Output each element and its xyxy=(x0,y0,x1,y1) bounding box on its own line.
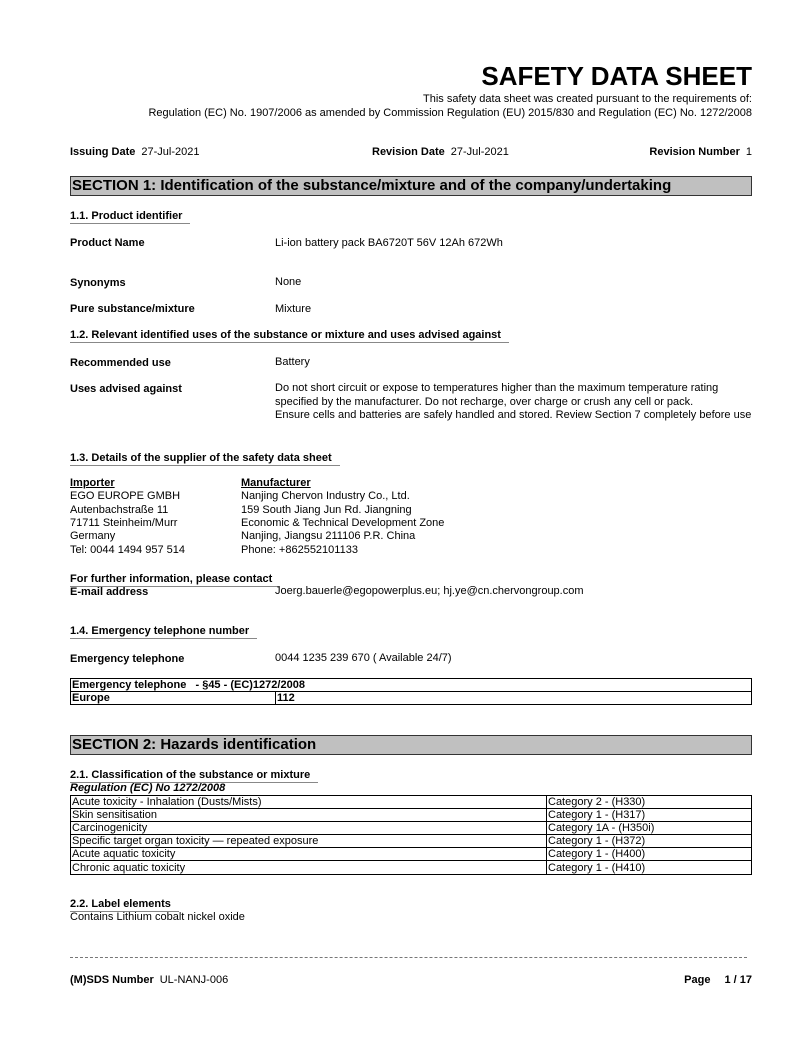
recommended-use-value: Battery xyxy=(275,356,310,368)
category-cell: Category 1 - (H400) xyxy=(547,848,752,861)
table-row xyxy=(71,809,752,822)
importer-line: EGO EUROPE GMBH xyxy=(70,490,181,503)
product-name-label: Product Name xyxy=(70,237,145,249)
classification-table xyxy=(70,795,752,875)
hazard-cell: Acute aquatic toxicity xyxy=(71,848,547,861)
page-label: Page xyxy=(684,974,711,986)
issuing-date xyxy=(70,145,200,159)
subsection-1-2-heading: 1.2. Relevant identified uses of the substance or mixture and uses advised against xyxy=(70,328,509,343)
pure-substance-value: Mixture xyxy=(275,303,312,315)
revision-number xyxy=(649,145,752,159)
table-row xyxy=(71,822,752,835)
issuing-date-label: Issuing Date xyxy=(70,146,136,158)
category-cell: Category 1 - (H317) xyxy=(547,809,752,822)
emergency-telephone-table xyxy=(70,678,752,705)
importer-line: 71711 Steinheim/Murr xyxy=(70,516,178,529)
document-title: SAFETY DATA SHEET xyxy=(481,61,752,91)
subsection-1-4-heading: 1.4. Emergency telephone number xyxy=(70,624,257,639)
table-row xyxy=(71,848,752,861)
revision-number-value: 1 xyxy=(745,146,752,158)
category-cell: Category 1A - (H350i) xyxy=(547,822,752,835)
sds-number-label: (M)SDS Number xyxy=(70,974,154,986)
emergency-telephone-value: 0044 1235 239 670 ( Available 24/7) xyxy=(275,652,452,664)
subsection-2-2-heading: 2.2. Label elements xyxy=(70,897,179,912)
synonyms-label: Synonyms xyxy=(70,277,126,289)
subsection-2-1-heading: 2.1. Classification of the substance or mixture xyxy=(70,768,318,783)
page-value: 1 / 17 xyxy=(724,974,752,986)
sds-number xyxy=(70,974,228,986)
manufacturer-line: Economic & Technical Development Zone xyxy=(241,516,445,529)
section-1-header: SECTION 1: Identification of the substance/mixture and of the company/undertaking xyxy=(70,176,752,196)
manufacturer-line: Nanjing, Jiangsu 211106 P.R. China xyxy=(241,530,416,543)
table-row xyxy=(71,861,752,875)
issuing-date-value: 27-Jul-2021 xyxy=(141,146,200,158)
hazard-cell: Specific target organ toxicity — repeated exposure xyxy=(71,835,547,848)
uses-advised-against-label: Uses advised against xyxy=(70,383,182,395)
hazard-cell: Acute toxicity - Inhalation (Dusts/Mists) xyxy=(71,796,547,809)
recommended-use-label: Recommended use xyxy=(70,357,171,369)
subsection-1-1-heading: 1.1. Product identifier xyxy=(70,209,190,224)
pure-substance-label: Pure substance/mixture xyxy=(70,303,195,315)
revision-date xyxy=(372,145,509,159)
manufacturer-address xyxy=(241,477,444,558)
table-row xyxy=(71,692,752,705)
table-header-row xyxy=(71,679,752,692)
section-2-header: SECTION 2: Hazards identification xyxy=(70,735,752,755)
importer-address xyxy=(70,477,185,558)
hazard-cell: Carcinogenicity xyxy=(71,822,547,835)
sds-number-value: UL-NANJ-006 xyxy=(159,974,229,986)
region-cell: Europe xyxy=(71,692,276,705)
importer-header: Importer xyxy=(70,477,115,489)
number-cell: 112 xyxy=(276,692,752,705)
table-row xyxy=(71,835,752,848)
email-value[interactable]: Joerg.bauerle@egopowerplus.eu; hj.ye@cn.chervongroup.com xyxy=(275,585,584,597)
regulation-label: Regulation (EC) No 1272/2008 xyxy=(70,782,226,794)
manufacturer-line: Phone: +862552101133 xyxy=(241,544,358,557)
manufacturer-header: Manufacturer xyxy=(241,477,311,489)
uses-advised-against-value xyxy=(275,382,753,423)
importer-line: Autenbachstraße 11 xyxy=(70,503,169,516)
table-header: Emergency telephone - §45 - (EC)1272/2008 xyxy=(71,679,752,692)
email-label: E-mail address xyxy=(70,586,149,598)
manufacturer-line: 159 South Jiang Jun Rd. Jiangning xyxy=(241,503,412,516)
manufacturer-line: Nanjing Chervon Industry Co., Ltd. xyxy=(241,490,410,503)
category-cell: Category 1 - (H410) xyxy=(547,861,752,875)
regulation-text: Regulation (EC) No. 1907/2006 as amended by Commission Regulation (EU) 2015/830 and Regulation (EC) No. 1272/2008 xyxy=(148,107,752,119)
product-name-value: Li-ion battery pack BA6720T 56V 12Ah 672Wh xyxy=(275,237,503,249)
revision-date-value: 27-Jul-2021 xyxy=(450,146,509,158)
category-cell: Category 2 - (H330) xyxy=(547,796,752,809)
importer-line: Germany xyxy=(70,530,116,543)
subsection-1-3-heading: 1.3. Details of the supplier of the safety data sheet xyxy=(70,451,340,466)
further-info-heading: For further information, please contact xyxy=(70,572,280,587)
table-row xyxy=(71,796,752,809)
page-indicator xyxy=(684,974,752,986)
hazard-cell: Chronic aquatic toxicity xyxy=(71,861,547,875)
uses-advised-against-text-1: Do not short circuit or expose to temperatures higher than the maximum temperature rating specified by the manufacturer. Do not recharge, over charge or crush any cell or pack. xyxy=(275,382,719,408)
hazard-cell: Skin sensitisation xyxy=(71,809,547,822)
synonyms-value: None xyxy=(275,276,302,288)
emergency-telephone-label: Emergency telephone xyxy=(70,653,185,665)
regulation-intro: This safety data sheet was created pursuant to the requirements of: xyxy=(423,93,752,105)
uses-advised-against-text-2: Ensure cells and batteries are safely handled and stored. Review Section 7 completely before use xyxy=(275,409,752,421)
revision-number-label: Revision Number xyxy=(649,146,740,158)
footer-divider xyxy=(70,957,747,958)
revision-date-label: Revision Date xyxy=(372,146,445,158)
category-cell: Category 1 - (H372) xyxy=(547,835,752,848)
importer-line: Tel: 0044 1494 957 514 xyxy=(70,544,185,557)
label-elements-text: Contains Lithium cobalt nickel oxide xyxy=(70,911,245,923)
